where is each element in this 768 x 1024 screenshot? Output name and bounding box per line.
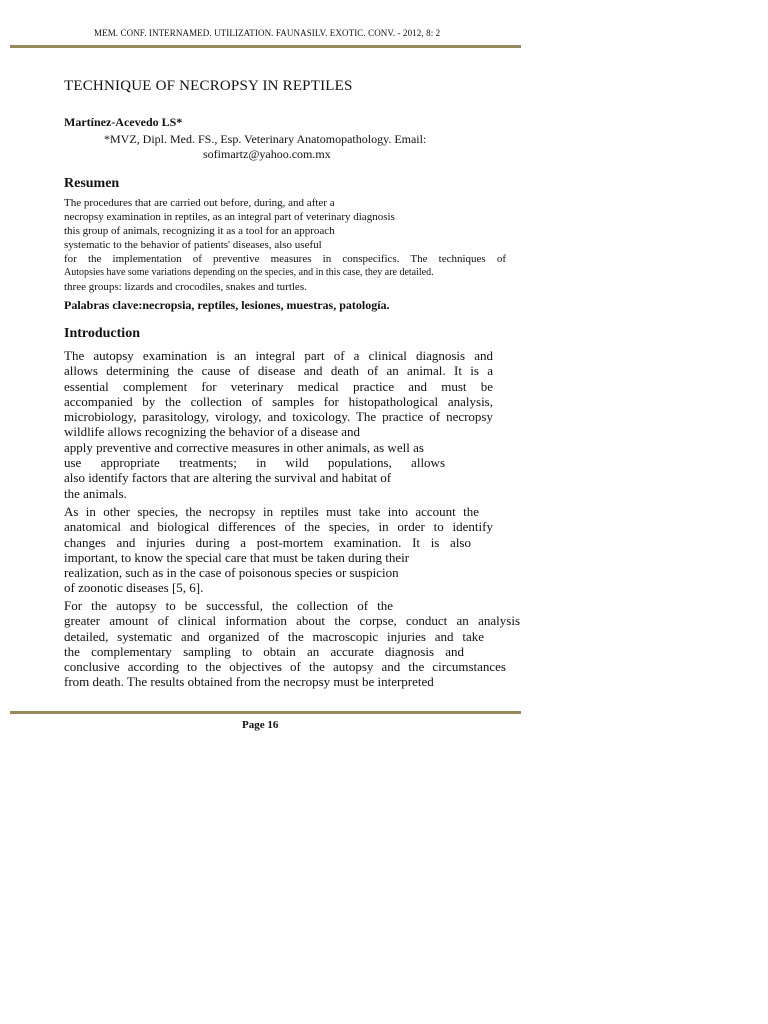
paragraph-line: For the autopsy to be successful, the collection of the [64,598,393,613]
paragraph-line: changes and injuries during a post-mortem examination. It is also [64,534,471,550]
footer-rule [10,711,521,714]
running-head: MEM. CONF. INTERNAMED. UTILIZATION. FAUNASILV. EXOTIC. CONV. - 2012, 8: 2 [94,28,441,38]
paragraph-line: important, to know the special care that must be taken during their [64,549,410,565]
paragraph-line: microbiology, parasitology, virology, and toxicology. The practice of necropsy [64,409,493,425]
intro-paragraph-2 [64,504,493,596]
paragraph-line: use appropriate treatments; in wild populations, allows [64,455,445,471]
paragraph-line: As in other species, the necropsy in reptiles must take into account the [64,504,479,519]
resumen-heading: Resumen [64,176,120,191]
intro-paragraph-3 [64,598,520,690]
paragraph-line: the complementary sampling to obtain an accurate diagnosis and [64,643,464,659]
resumen-line: necropsy examination in reptiles, as an integral part of veterinary diagnosis [64,211,395,223]
paragraph-line: greater amount of clinical information about the corpse, conduct an analysis [64,613,520,629]
resumen-line: for the implementation of preventive measures in conspecifics. The techniques of [64,253,506,265]
author-affiliation [104,132,464,162]
affiliation-line: *MVZ, Dipl. Med. FS., Esp. Veterinary Anatomopathology. Email: [104,132,427,146]
paragraph-line: essential complement for veterinary medical practice and must be [64,378,493,394]
page-number: Page 16 [242,719,279,731]
paragraph-line: from death. The results obtained from the necropsy must be interpreted [64,674,434,690]
introduction-heading: Introduction [64,326,140,341]
paragraph-line: of zoonotic diseases [5, 6]. [64,580,204,596]
article-title: TECHNIQUE OF NECROPSY IN REPTILES [64,78,353,94]
paragraph-line: the animals. [64,485,127,501]
paragraph-line: The autopsy examination is an integral part of a clinical diagnosis and [64,348,493,363]
resumen-line: Autopsies have some variations depending on the species, and in this case, they are detailed. [64,267,434,278]
author-email: sofimartz@yahoo.com.mx [203,147,331,161]
resumen-line: The procedures that are carried out before, during, and after a [64,197,335,209]
paragraph-line: realization, such as in the case of poisonous species or suspicion [64,565,399,581]
resumen-line: this group of animals, recognizing it as a tool for an approach [64,225,335,237]
resumen-text [64,196,506,294]
paragraph-line: also identify factors that are altering the survival and habitat of [64,470,392,486]
paragraph-line: detailed, systematic and organized of the macroscopic injuries and take [64,628,484,644]
paragraph-line: conclusive according to the objectives of the autopsy and the circumstances [64,659,506,675]
resumen-line: systematic to the behavior of patients' diseases, also useful [64,239,322,251]
paragraph-line: wildlife allows recognizing the behavior of a disease and [64,424,361,440]
header-rule [10,45,521,48]
resumen-line: three groups: lizards and crocodiles, snakes and turtles. [64,281,307,293]
paragraph-line: accompanied by the collection of samples for histopathological analysis, [64,393,493,409]
keywords: Palabras clave:necropsia, reptiles, lesiones, muestras, patología. [64,298,390,312]
paragraph-line: allows determining the cause of disease and death of an animal. It is a [64,363,493,379]
paragraph-line: anatomical and biological differences of the species, in order to identify [64,519,493,535]
author-name: Martínez-Acevedo LS* [64,115,183,129]
paragraph-line: apply preventive and corrective measures in other animals, as well as [64,439,424,455]
intro-paragraph-1 [64,348,493,501]
